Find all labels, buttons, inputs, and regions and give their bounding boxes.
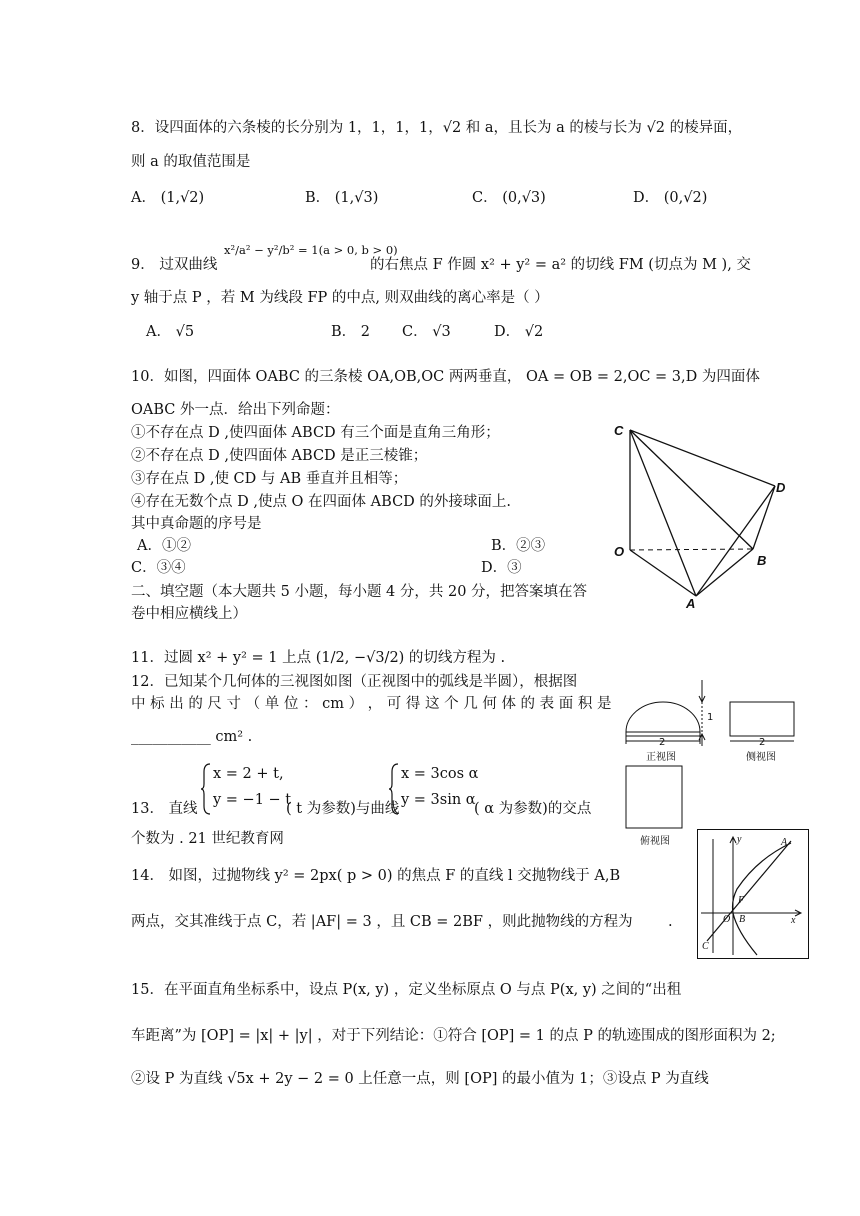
section2-line1: 二、填空题（本大题共 5 小题，每小题 4 分，共 20 分，把答案填在答 xyxy=(131,584,588,600)
point-f-label: F xyxy=(738,895,745,906)
q10-option-a: A．①② xyxy=(137,538,191,554)
q10-item3: ③存在点 D ,使 CD 与 AB 垂直并且相等； xyxy=(131,471,408,487)
q13-sys2-row1: x = 3cos α xyxy=(401,766,479,782)
three-views-figure xyxy=(618,676,808,852)
q10-item1: ①不存在点 D ,使四面体 ABCD 有三个面是直角三角形； xyxy=(131,425,500,441)
q8-line2: 则 a 的取值范围是 xyxy=(131,154,251,170)
q10-option-c: C．③④ xyxy=(131,560,186,576)
label-b: B xyxy=(757,553,767,568)
q15-line3: ②设 P 为直线 √5x + 2y − 2 = 0 上任意一点，则 [OP] 的最小值为 1；③设点 P 为直线 xyxy=(131,1071,709,1087)
q13-post: ( α 为参数)的交点 xyxy=(474,801,592,817)
top-view-label: 俯视图 xyxy=(640,836,670,847)
q12-line2: 中 标 出 的 尺 寸 （ 单 位 ： cm ） ， 可 得 这 个 几 何 体 的 表 面 积 是 xyxy=(131,696,612,712)
height-dim-1: 1 xyxy=(707,712,714,723)
q9-hyperbola-equation: x²/a² − y²/b² = 1(a > 0, b > 0) xyxy=(224,243,398,257)
origin-o-label: O xyxy=(723,914,731,925)
parabola-figure xyxy=(697,829,809,959)
side-view-label: 侧视图 xyxy=(746,752,776,763)
brace-1 xyxy=(200,762,212,816)
q15-line1: 15．在平面直角坐标系中，设点 P(x, y) ，定义坐标原点 O 与点 P(x, y) 之间的“出租 xyxy=(131,982,682,998)
q9-option-a: A． √5 xyxy=(146,324,195,340)
axis-y-label: y xyxy=(737,834,742,845)
label-a: A xyxy=(686,596,696,610)
q8-line1: 8．设四面体的六条棱的长分别为 1，1，1，1，√2 和 a，且长为 a 的棱与长为 √2 的棱异面， xyxy=(131,120,743,136)
q13-sys1-row2: y = −1 − t xyxy=(213,792,292,808)
q14-line1: 14． 如图，过抛物线 y² = 2px( p > 0) 的焦点 F 的直线 l 交抛物线于 A,B xyxy=(131,868,621,884)
q13-label: 13． 直线 xyxy=(131,801,198,817)
front-view-label: 正视图 xyxy=(646,752,676,763)
q9-line1-post: 的右焦点 F 作圆 x² + y² = a² 的切线 FM (切点为 M ), 交 xyxy=(370,257,751,273)
side-dim-2: 2 xyxy=(759,737,766,748)
point-c-label: C xyxy=(702,941,709,952)
q13-line2: 个数为 . 21 世纪教育网 xyxy=(131,831,284,847)
q13-sys1-row1: x = 2 + t, xyxy=(213,766,284,782)
q10-option-b: B．②③ xyxy=(491,538,546,554)
label-o: O xyxy=(614,544,625,559)
q10-prompt: 其中真命题的序号是 xyxy=(131,516,262,532)
point-a-label: A xyxy=(781,837,788,848)
q10-item4: ④存在无数个点 D ,使点 O 在四面体 ABCD 的外接球面上. xyxy=(131,494,512,510)
q9-line2: y 轴于点 P ，若 M 为线段 FP 的中点, 则双曲线的离心率是（ ） xyxy=(131,290,549,306)
section2-line2: 卷中相应横线上） xyxy=(131,606,247,622)
q9-option-c: C． √3 xyxy=(402,324,451,340)
q10-item2: ②不存在点 D ,使四面体 ABCD 是正三棱锥； xyxy=(131,448,428,464)
q10-option-d: D．③ xyxy=(481,560,522,576)
q15-line2: 车距离”为 [OP] = |x| + |y| ，对于下列结论：①符合 [OP] = 1 的点 P 的轨迹围成的图形面积为 2; xyxy=(131,1028,776,1044)
axis-x-label: x xyxy=(791,915,796,926)
q9-option-d: D． √2 xyxy=(494,324,544,340)
q8-option-b: B． (1,√3) xyxy=(305,190,379,206)
q10-line2: OABC 外一点．给出下列命题： xyxy=(131,402,340,418)
point-b-label: B xyxy=(739,914,746,925)
label-c: C xyxy=(614,423,624,438)
q13-sys2-row2: y = 3sin α xyxy=(401,792,476,808)
q8-option-d: D． (0,√2) xyxy=(633,190,708,206)
q14-line2-end: . xyxy=(668,914,673,930)
tetrahedron-figure xyxy=(608,418,798,610)
q11-text: 11．过圆 x² + y² = 1 上点 (1/2, −√3/2) 的切线方程为 . xyxy=(131,650,506,666)
q14-line2: 两点，交其准线于点 C，若 |AF| = 3 ，且 CB = 2BF ，则此抛物线的方程为 xyxy=(131,914,633,930)
label-d: D xyxy=(776,480,786,495)
front-dim-2: 2 xyxy=(659,737,666,748)
q12-line3: ___________ cm² . xyxy=(131,729,253,745)
q8-option-c: C． (0,√3) xyxy=(472,190,546,206)
q8-option-a: A． (1,√2) xyxy=(131,190,205,206)
q13-mid: ( t 为参数)与曲线 xyxy=(286,801,400,817)
brace-2 xyxy=(388,762,400,816)
q10-line1: 10．如图，四面体 OABC 的三条棱 OA,OB,OC 两两垂直， OA = OB = 2,OC = 3,D 为四面体 xyxy=(131,369,760,385)
q9-option-b: B． 2 xyxy=(331,324,370,340)
q9-line1-pre: 9． 过双曲线 xyxy=(131,257,218,273)
q12-line1: 12．已知某个几何体的三视图如图（正视图中的弧线是半圆），根据图 xyxy=(131,674,578,690)
